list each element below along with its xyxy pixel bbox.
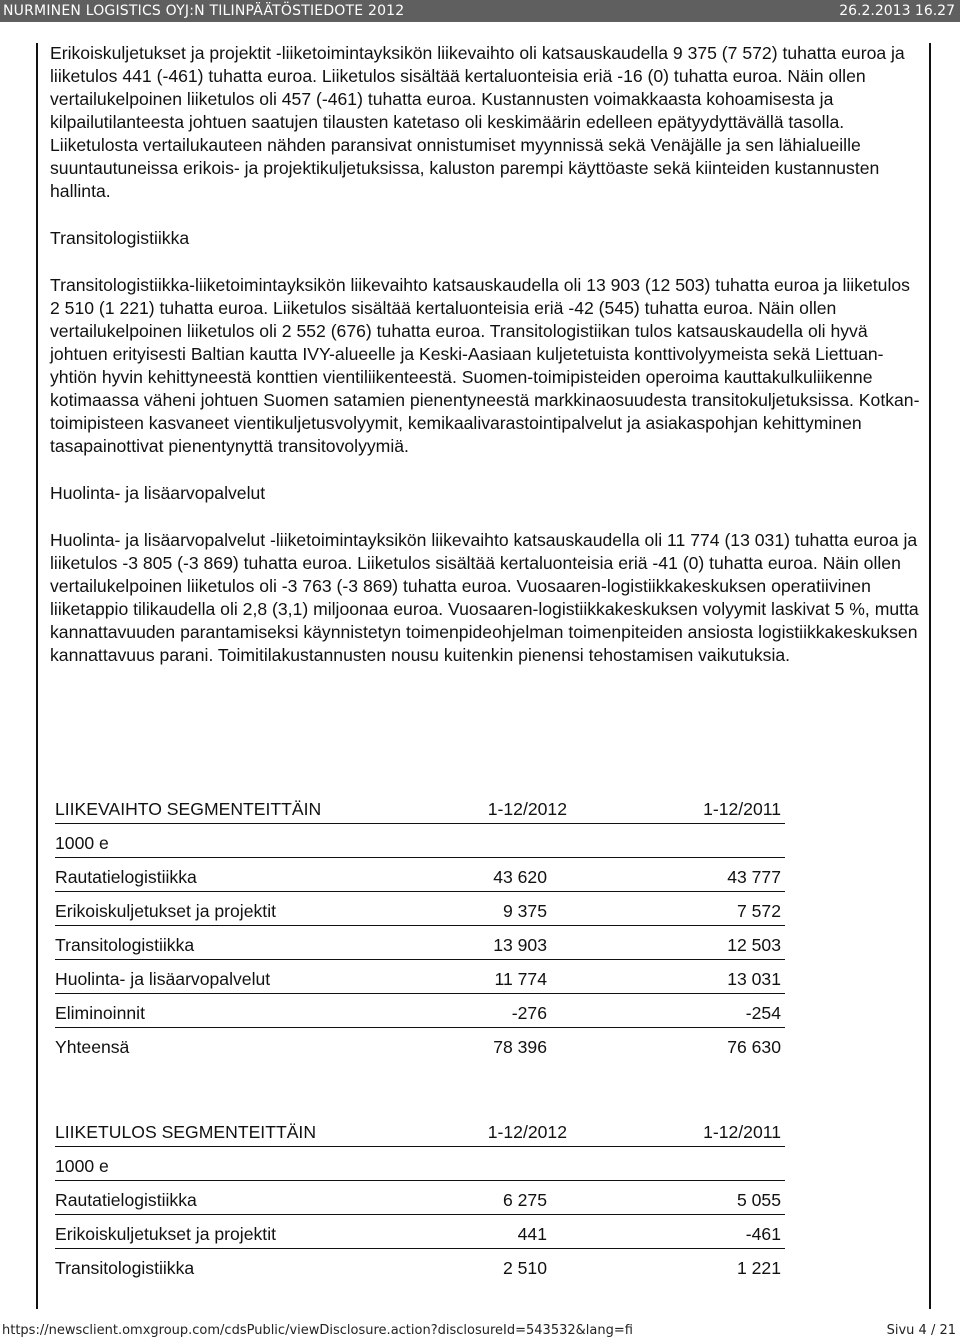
table-row bbox=[55, 1181, 785, 1215]
heading-huolinta: Huolinta- ja lisäarvopalvelut bbox=[50, 483, 266, 503]
column-header-2011: 1-12/2011 bbox=[703, 799, 781, 819]
table-title: LIIKEVAIHTO SEGMENTEITTÄIN bbox=[55, 799, 322, 819]
value-2011: 7 572 bbox=[736, 901, 781, 921]
value-2012: 6 275 bbox=[502, 1190, 547, 1210]
value-2011: 1 221 bbox=[736, 1258, 781, 1278]
row-label: Eliminoinnit bbox=[55, 1003, 145, 1023]
unit-row bbox=[55, 1147, 785, 1181]
row-label: Transitologistiikka bbox=[55, 935, 195, 955]
table-row bbox=[55, 1249, 785, 1282]
revenue-by-segment-table bbox=[55, 790, 785, 1061]
table-row bbox=[55, 994, 785, 1028]
value-2012: 78 396 bbox=[493, 1037, 547, 1057]
table-total-row bbox=[55, 1028, 785, 1061]
print-header bbox=[0, 0, 960, 22]
row-label: Rautatielogistiikka bbox=[55, 1190, 197, 1210]
table-header-row bbox=[55, 790, 785, 824]
row-label: Transitologistiikka bbox=[55, 1258, 195, 1278]
paragraph-erikoiskuljetukset: Erikoiskuljetukset ja projektit -liiketoimintayksikön liikevaihto oli katsauskaudella 9 375 (7 572) tuhatta euroa ja liiketulos 441 (-461) tuhatta euroa. Liiketulos sisältää kertaluonteisia eriä -16 (0) tuhatta euroa. Näin ollen vertailukelpoinen liiketulos oli 457 (-461) tuhatta euroa. Kustannusten voimakkaasta kohoamisesta ja kilpailutilanteesta johtuen saatujen tilausten katetaso oli keskimäärin edelleen epätyydyttävällä tasolla. Liiketulosta vertailukauteen nähden paransivat onnistumiset myynnissä sekä Venäjälle ja sen lähialueille suuntautuneissa erikois- ja projektikuljetuksissa, kaluston parempi käyttöaste sekä kiinteiden kustannusten hallinta. bbox=[50, 43, 905, 201]
value-2011: -254 bbox=[745, 1003, 781, 1023]
document-body bbox=[50, 40, 920, 667]
table-row bbox=[55, 858, 785, 892]
print-timestamp: 26.2.2013 16.27 bbox=[839, 3, 955, 19]
document-title: NURMINEN LOGISTICS OYJ:N TILINPÄÄTÖSTIEDOTE 2012 bbox=[3, 3, 405, 19]
paragraph-huolinta: Huolinta- ja lisäarvopalvelut -liiketoimintayksikön liikevaihto katsauskaudella oli 11 774 (13 031) tuhatta euroa ja liiketulos -3 805 (-3 869) tuhatta euroa. Liiketulos sisältää kertaluonteisia eriä -41 (0) tuhatta euroa. Näin ollen vertailukelpoinen liiketulos oli -3 763 (-3 869) tuhatta euroa. Vuosaaren-logistiikkakeskuksen operatiivinen liiketappio tilikaudella oli 2,8 (3,1) miljoonaa euroa. Vuosaaren-logistiikkakeskuksen volyymit laskivat 5 %, mutta kannattavuuden parantamiseksi käynnistetyn toimenpideohjelman toimenpiteiden ansiosta logistiikkakeskuksen kannattavuus parani. Toimitilakustannusten nousu kuitenkin pienensi tehostamisen vaikutuksia. bbox=[50, 530, 919, 665]
value-2012: -276 bbox=[511, 1003, 547, 1023]
table-title: LIIKETULOS SEGMENTEITTÄIN bbox=[55, 1122, 317, 1142]
row-label: Erikoiskuljetukset ja projektit bbox=[55, 1224, 276, 1244]
row-label: Huolinta- ja lisäarvopalvelut bbox=[55, 969, 271, 989]
left-margin-rule bbox=[36, 43, 38, 1309]
value-2011: 43 777 bbox=[727, 867, 781, 887]
paragraph-transitologistiikka: Transitologistiikka-liiketoimintayksikön liikevaihto katsauskaudella oli 13 903 (12 503) tuhatta euroa ja liiketulos 2 510 (1 221) tuhatta euroa. Liiketulos sisältää kertaluonteisia eriä -42 (545) tuhatta euroa. Näin ollen vertailukelpoinen liiketulos oli 2 552 (676) tuhatta euroa. Transitologistiikan tulos katsauskaudella oli hyvä johtuen erityisesti Baltian kautta IVY-alueelle ja Keski-Aasiaan kuljetetuista konttivolyymeista sekä Liettuan-yhtiön hyvin kehittyneestä konttien vientiliikenteestä. Suomen-toimipisteiden operoima kauttakulkuliikenne kotimaassa väheni johtuen Suomen satamien pienentyneestä markkinaosuudesta transitokuljetuksissa. Kotkan-toimipisteen kasvaneet vientikuljetusvolyymit, kemikaalivarastointipalvelut ja asiakaspohjan kehittyminen tasapainottivat pienentynyttä transitovolyymiä. bbox=[50, 275, 920, 456]
source-url: https://newsclient.omxgroup.com/cdsPublic/viewDisclosure.action?disclosureId=543532&lang=fi bbox=[2, 1323, 633, 1338]
value-2012: 43 620 bbox=[493, 867, 547, 887]
table-header-row bbox=[55, 1113, 785, 1147]
value-2012: 13 903 bbox=[493, 935, 547, 955]
value-2011: 12 503 bbox=[727, 935, 781, 955]
value-2011: 76 630 bbox=[727, 1037, 781, 1057]
table-row bbox=[55, 1215, 785, 1249]
column-header-2012: 1-12/2012 bbox=[487, 799, 567, 819]
unit-label: 1000 e bbox=[55, 833, 109, 853]
value-2011: 5 055 bbox=[736, 1190, 781, 1210]
value-2012: 9 375 bbox=[502, 901, 547, 921]
table-row bbox=[55, 960, 785, 994]
unit-row bbox=[55, 824, 785, 858]
ebit-by-segment-table bbox=[55, 1113, 785, 1282]
value-2011: -461 bbox=[745, 1224, 781, 1244]
row-label: Rautatielogistiikka bbox=[55, 867, 197, 887]
value-2011: 13 031 bbox=[727, 969, 781, 989]
table-row bbox=[55, 892, 785, 926]
row-label: Yhteensä bbox=[55, 1037, 130, 1057]
value-2012: 2 510 bbox=[502, 1258, 547, 1278]
table-row bbox=[55, 926, 785, 960]
unit-label: 1000 e bbox=[55, 1156, 109, 1176]
column-header-2012: 1-12/2012 bbox=[487, 1122, 567, 1142]
print-footer bbox=[0, 1320, 960, 1341]
column-header-2011: 1-12/2011 bbox=[703, 1122, 781, 1142]
right-margin-rule bbox=[929, 43, 931, 1309]
page-number: Sivu 4 / 21 bbox=[886, 1323, 956, 1338]
value-2012: 441 bbox=[517, 1224, 547, 1244]
value-2012: 11 774 bbox=[494, 969, 547, 989]
heading-transitologistiikka: Transitologistiikka bbox=[50, 228, 190, 248]
row-label: Erikoiskuljetukset ja projektit bbox=[55, 901, 276, 921]
